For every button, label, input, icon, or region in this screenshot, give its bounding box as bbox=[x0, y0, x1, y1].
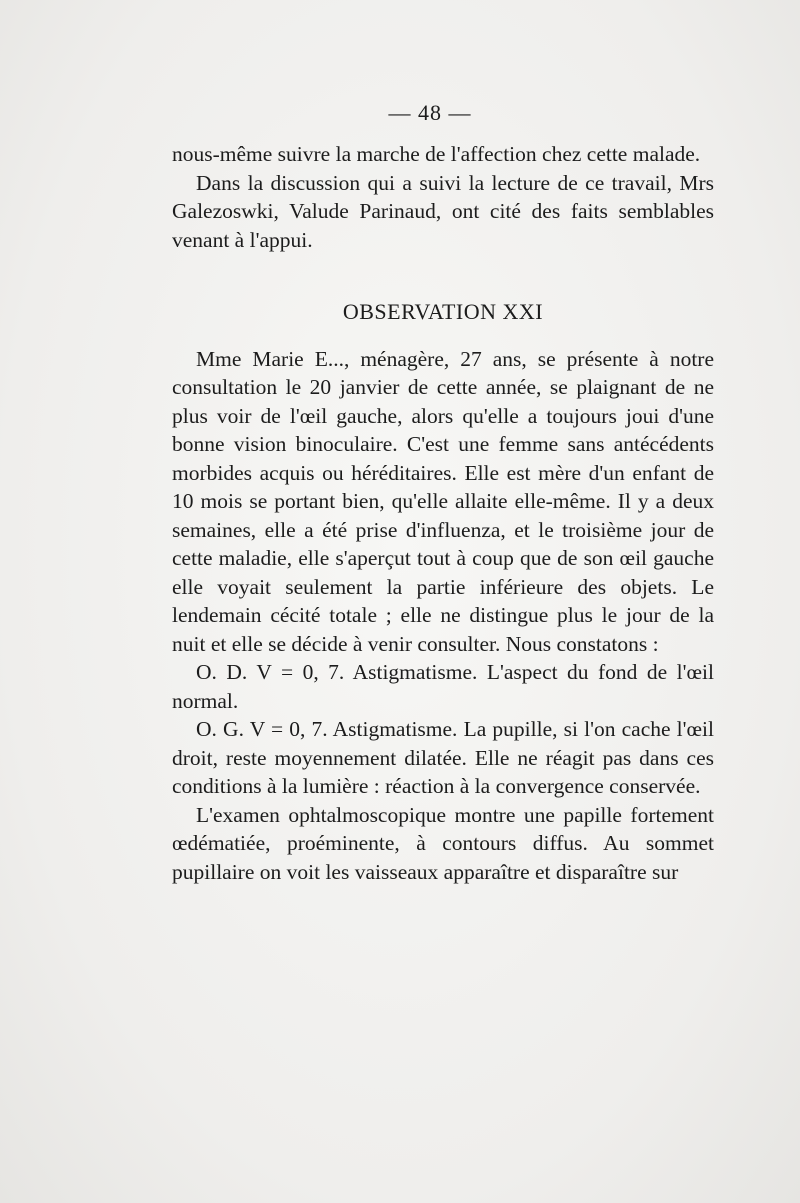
body-text bbox=[172, 140, 714, 886]
page-number: — 48 — bbox=[388, 100, 472, 125]
paragraph-case-description: Mme Marie E..., ménagère, 27 ans, se présente à notre consultation le 20 janvier de cette année, se plaignant de ne plus voir de l'œil gauche, alors qu'elle a toujours joui d'une bonne vision binoculaire. C'est une femme sans antécédents morbides acquis ou héréditaires. Elle est mère d'un enfant de 10 mois se portant bien, qu'elle allaite elle-même. Il y a deux semaines, elle a été prise d'influenza, et le troisième jour de cette maladie, elle s'aperçut tout à coup que de son œil gauche elle voyait seulement la partie inférieure des objets. Le lendemain cécité totale ; elle ne distingue plus le jour de la nuit et elle se décide à venir consulter. Nous constatons : bbox=[172, 346, 714, 656]
paragraph-right-eye: O. D. V = 0, 7. Astigmatisme. L'aspect du fond de l'œil normal. bbox=[172, 660, 714, 713]
paragraph-ophthalmoscopy: L'examen ophtalmoscopique montre une papille fortement œdématiée, proéminente, à contours diffus. Au sommet pupillaire on voit les vaisseaux apparaître et disparaître sur bbox=[172, 802, 714, 884]
paragraph-discussion: Dans la discussion qui a suivi la lecture de ce travail, Mrs Galezoswki, Valude Parinaud, ont cité des faits semblables venant à l'appui. bbox=[172, 170, 714, 252]
paragraph-continuation: nous-même suivre la marche de l'affection chez cette malade. bbox=[172, 142, 701, 166]
paragraph-left-eye: O. G. V = 0, 7. Astigmatisme. La pupille, si l'on cache l'œil droit, reste moyennement dilatée. Elle ne réagit pas dans ces conditions à la lumière : réaction à la convergence conservée. bbox=[172, 717, 714, 798]
section-heading: OBSERVATION XXI bbox=[342, 299, 544, 324]
